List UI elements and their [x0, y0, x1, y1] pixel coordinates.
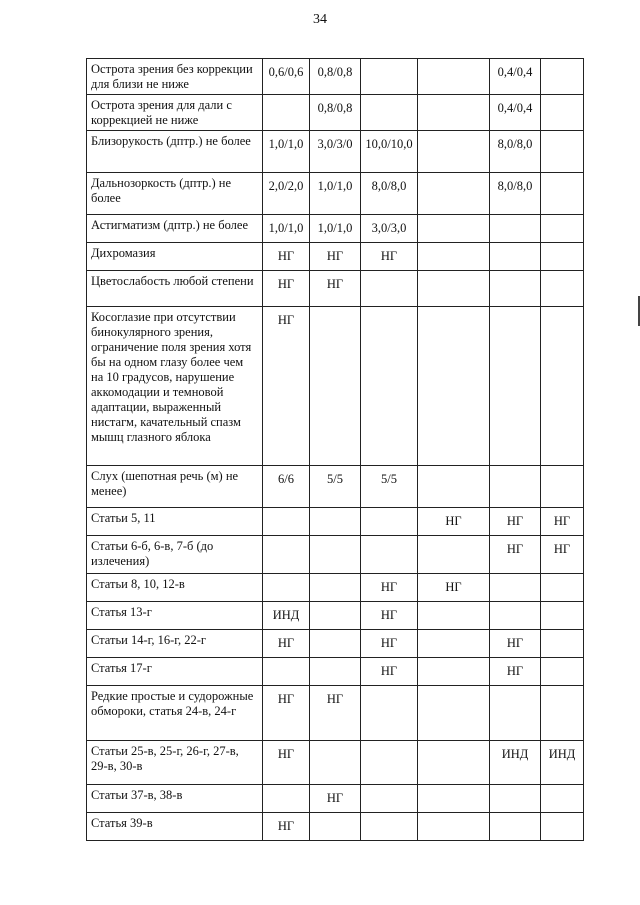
table-cell	[263, 536, 310, 574]
table-cell: 0,4/0,4	[490, 95, 541, 131]
table-cell	[541, 574, 584, 602]
table-cell: 3,0/3,0	[361, 215, 418, 243]
table-cell	[541, 59, 584, 95]
table-cell: 5/5	[361, 466, 418, 508]
table-row	[87, 131, 584, 173]
table-cell	[418, 307, 490, 466]
table-cell	[310, 658, 361, 686]
table-cell: 2,0/2,0	[263, 173, 310, 215]
table-cell	[263, 574, 310, 602]
table-cell	[541, 173, 584, 215]
table-cell: 8,0/8,0	[490, 173, 541, 215]
table-cell	[490, 813, 541, 841]
table-cell: 1,0/1,0	[263, 131, 310, 173]
table-cell: НГ	[541, 536, 584, 574]
table-cell	[418, 215, 490, 243]
table-cell: НГ	[361, 658, 418, 686]
table-cell	[541, 658, 584, 686]
table-row	[87, 271, 584, 307]
requirements-table	[86, 58, 584, 841]
table-cell	[418, 741, 490, 785]
table-cell: НГ	[490, 508, 541, 536]
table-cell: 0,8/0,8	[310, 59, 361, 95]
table-cell	[490, 686, 541, 741]
table-cell	[361, 536, 418, 574]
table-cell: 0,4/0,4	[490, 59, 541, 95]
table-cell: НГ	[490, 536, 541, 574]
page-number: 34	[313, 12, 327, 27]
table-cell: НГ	[263, 741, 310, 785]
table-cell	[418, 630, 490, 658]
row-label: Статьи 14-г, 16-г, 22-г	[87, 630, 263, 658]
table-cell	[541, 271, 584, 307]
table-cell	[490, 785, 541, 813]
table-cell	[263, 95, 310, 131]
table-cell: НГ	[263, 243, 310, 271]
table-cell: НГ	[263, 686, 310, 741]
table-cell: НГ	[490, 630, 541, 658]
table-cell	[490, 602, 541, 630]
table-cell	[541, 630, 584, 658]
table-cell	[263, 658, 310, 686]
table-row	[87, 574, 584, 602]
table-cell	[541, 307, 584, 466]
table-cell	[361, 95, 418, 131]
table-cell	[418, 785, 490, 813]
table-cell	[541, 785, 584, 813]
table-cell: НГ	[361, 574, 418, 602]
table-cell	[310, 630, 361, 658]
table-cell: 8,0/8,0	[361, 173, 418, 215]
row-label: Острота зрения без коррекции для близи не ниже	[87, 59, 263, 95]
table-body	[87, 59, 584, 841]
table-cell: 1,0/1,0	[263, 215, 310, 243]
table-cell	[418, 466, 490, 508]
row-label: Дальнозоркость (дптр.) не более	[87, 173, 263, 215]
table-cell: НГ	[310, 686, 361, 741]
row-label: Статья 13-г	[87, 602, 263, 630]
table-cell	[418, 536, 490, 574]
table-cell	[310, 813, 361, 841]
table-cell	[310, 508, 361, 536]
table-cell	[418, 173, 490, 215]
table-cell: НГ	[418, 508, 490, 536]
table-cell	[418, 95, 490, 131]
table-cell	[263, 785, 310, 813]
table-row	[87, 95, 584, 131]
row-label: Слух (шепотная речь (м) не менее)	[87, 466, 263, 508]
table-cell	[418, 686, 490, 741]
table-cell: НГ	[361, 243, 418, 271]
table-row	[87, 508, 584, 536]
table-row	[87, 466, 584, 508]
table-cell	[263, 508, 310, 536]
row-label: Статья 17-г	[87, 658, 263, 686]
table-row	[87, 602, 584, 630]
table-cell	[541, 813, 584, 841]
row-label: Дихромазия	[87, 243, 263, 271]
table-cell: 3,0/3/0	[310, 131, 361, 173]
row-label: Цветослабость любой степени	[87, 271, 263, 307]
table-cell: НГ	[310, 243, 361, 271]
table-row	[87, 59, 584, 95]
table-cell	[361, 271, 418, 307]
table-cell: 0,6/0,6	[263, 59, 310, 95]
table-row	[87, 686, 584, 741]
row-label: Косоглазие при отсутствии бинокулярного зрения, ограничение поля зрения хотя бы на одном глазу более чем на 10 градусов, нарушение аккомодации и темновой адаптации, выраженный нистагм, качательный спазм мышц глазного яблока	[87, 307, 263, 466]
table-cell: 6/6	[263, 466, 310, 508]
table-row	[87, 658, 584, 686]
table-row	[87, 785, 584, 813]
row-label: Статья 39-в	[87, 813, 263, 841]
table-cell: 1,0/1,0	[310, 173, 361, 215]
row-label: Редкие простые и судорожные обмороки, статья 24-в, 24-г	[87, 686, 263, 741]
table-cell	[361, 741, 418, 785]
row-label: Статьи 5, 11	[87, 508, 263, 536]
table-cell	[361, 508, 418, 536]
table-cell: 10,0/10,0	[361, 131, 418, 173]
table-cell: НГ	[263, 271, 310, 307]
table-cell	[361, 813, 418, 841]
table-cell	[418, 59, 490, 95]
table-row	[87, 536, 584, 574]
table-cell	[541, 602, 584, 630]
table-cell: НГ	[361, 602, 418, 630]
table-cell	[310, 574, 361, 602]
table-cell: НГ	[418, 574, 490, 602]
row-label: Близорукость (дптр.) не более	[87, 131, 263, 173]
table-cell: НГ	[490, 658, 541, 686]
table-cell: 0,8/0,8	[310, 95, 361, 131]
table-cell: 1,0/1,0	[310, 215, 361, 243]
table-cell	[490, 271, 541, 307]
table-cell: ИНД	[490, 741, 541, 785]
table-cell: 5/5	[310, 466, 361, 508]
table-cell	[418, 813, 490, 841]
table-cell: НГ	[263, 630, 310, 658]
table-cell	[418, 243, 490, 271]
table-cell	[310, 741, 361, 785]
row-label: Статьи 6-б, 6-в, 7-б (до излечения)	[87, 536, 263, 574]
table-cell	[418, 602, 490, 630]
table-cell: НГ	[310, 785, 361, 813]
table-cell: НГ	[310, 271, 361, 307]
table-row	[87, 173, 584, 215]
table-row	[87, 243, 584, 271]
table-cell	[490, 243, 541, 271]
table-cell	[541, 686, 584, 741]
table-row	[87, 813, 584, 841]
table-cell	[490, 574, 541, 602]
row-label: Астигматизм (дптр.) не более	[87, 215, 263, 243]
table-cell: НГ	[361, 630, 418, 658]
table-cell	[361, 59, 418, 95]
table-cell	[490, 466, 541, 508]
table-cell	[361, 686, 418, 741]
table-row	[87, 215, 584, 243]
table-cell: 8,0/8,0	[490, 131, 541, 173]
table-cell	[490, 215, 541, 243]
table-cell	[418, 131, 490, 173]
table-cell	[361, 785, 418, 813]
table-row	[87, 630, 584, 658]
table-cell	[541, 466, 584, 508]
table-cell: НГ	[263, 813, 310, 841]
table-row	[87, 741, 584, 785]
table-cell	[361, 307, 418, 466]
table-cell: ИНД	[541, 741, 584, 785]
table-cell	[541, 215, 584, 243]
table-cell	[310, 602, 361, 630]
table-cell	[541, 131, 584, 173]
row-label: Острота зрения для дали с коррекцией не ниже	[87, 95, 263, 131]
table-row	[87, 307, 584, 466]
table-cell	[310, 307, 361, 466]
table-cell: ИНД	[263, 602, 310, 630]
table-cell: НГ	[263, 307, 310, 466]
table-cell	[541, 95, 584, 131]
table-cell	[418, 271, 490, 307]
row-label: Статьи 8, 10, 12-в	[87, 574, 263, 602]
table-cell: НГ	[541, 508, 584, 536]
table-cell	[310, 536, 361, 574]
table-cell	[541, 243, 584, 271]
row-label: Статьи 25-в, 25-г, 26-г, 27-в, 29-в, 30-в	[87, 741, 263, 785]
row-label: Статьи 37-в, 38-в	[87, 785, 263, 813]
table-cell	[490, 307, 541, 466]
table-cell	[418, 658, 490, 686]
